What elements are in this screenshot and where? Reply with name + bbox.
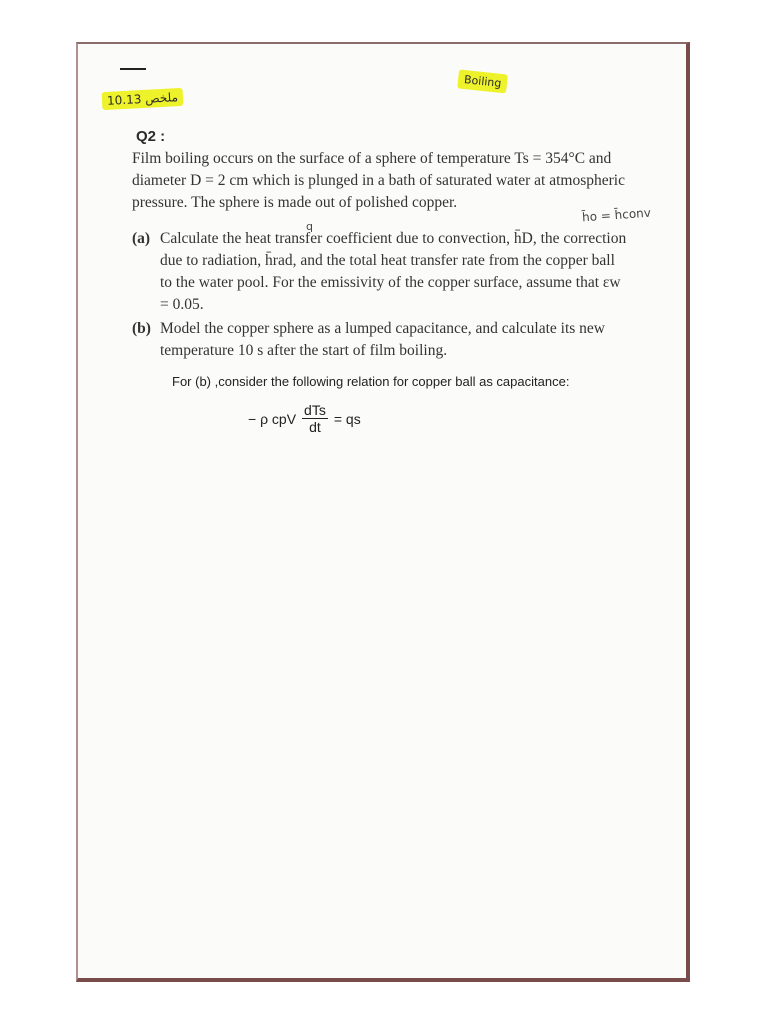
part-a-text: Calculate the heat transfer coefficient due to convection, h̄D, the correction due to radiation, h̄rad, and the total heat transfer rate from the copper ball to the water pool. For the emissivity of the copper surface, assume that εw = 0.05.	[160, 230, 627, 313]
equation-denominator: dt	[309, 419, 321, 435]
capacitance-equation	[248, 402, 361, 435]
highlighted-note-boiling: Boiling	[457, 69, 508, 93]
relation-note: For (b) ,consider the following relation for copper ball as capacitance:	[172, 374, 570, 389]
question-intro: Film boiling occurs on the surface of a sphere of temperature Ts = 354°C and diameter D = 2 cm which is plunged in a bath of saturated water at atmospheric pressure. The sphere is made out of polished copper.	[132, 150, 625, 211]
part-b	[132, 318, 628, 362]
handwritten-q: q	[306, 220, 313, 233]
part-a	[132, 228, 628, 316]
dash-mark	[120, 68, 146, 70]
part-b-text: Model the copper sphere as a lumped capacitance, and calculate its new temperature 10 s after the start of film boiling.	[160, 320, 605, 359]
equation-lhs: − ρ cpV	[248, 410, 297, 427]
equation-numerator: dTs	[304, 402, 326, 418]
part-a-label: (a)	[132, 230, 151, 247]
handwritten-equation: h̄o = h̄conv	[581, 205, 652, 225]
part-b-label: (b)	[132, 320, 151, 337]
equation-fraction	[302, 402, 328, 435]
question-title: Q2 :	[136, 128, 166, 145]
document-page	[76, 42, 690, 982]
equation-rhs: = qs	[333, 410, 361, 427]
highlighted-note-left: ملخص 10.13	[102, 88, 184, 110]
